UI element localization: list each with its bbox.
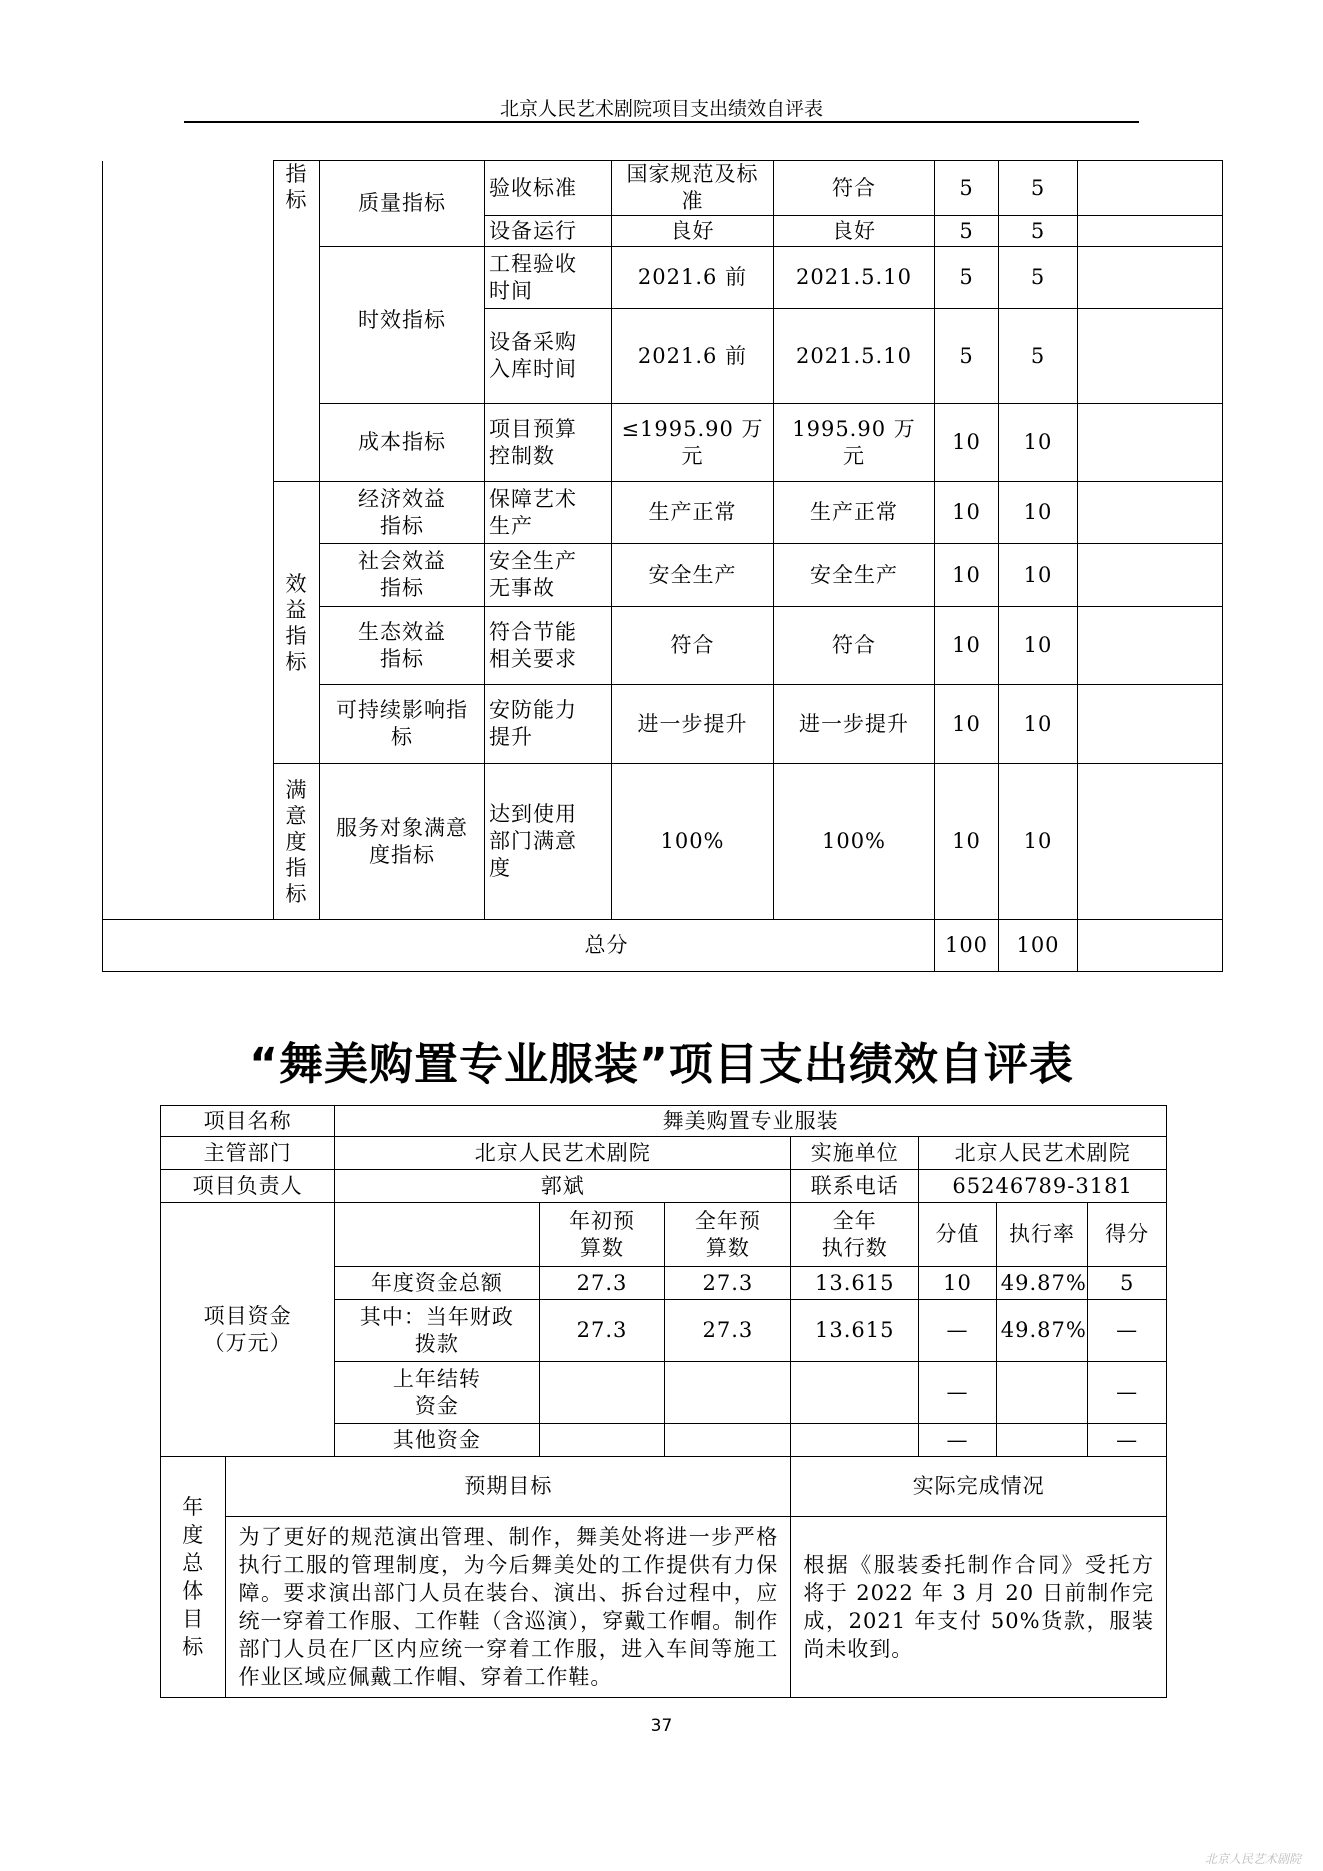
col-initial-header: 年初预 算数 <box>539 1203 665 1267</box>
weight-cell: 5 <box>935 247 999 309</box>
funds-annual: 27.3 <box>665 1267 791 1300</box>
actual-cell: 良好 <box>774 216 935 247</box>
l2-cell: 社会效益 指标 <box>320 544 485 607</box>
project-name-label: 项目名称 <box>161 1106 335 1137</box>
weight-cell: 10 <box>935 685 999 764</box>
l3-cell: 设备运行 <box>485 216 612 247</box>
weight-cell: 10 <box>935 482 999 544</box>
funds-weight: — <box>919 1424 997 1457</box>
watermark-logo <box>1205 1850 1317 1866</box>
target-cell: 安全生产 <box>612 544 774 607</box>
target-cell: 100% <box>612 764 774 920</box>
section-title: “舞美购置专业服装”项目支出绩效自评表 <box>249 1039 1074 1090</box>
score-cell: 5 <box>999 216 1078 247</box>
actual-cell: 符合 <box>774 161 935 216</box>
category-cell: 指 标 <box>274 161 320 482</box>
impl-value: 北京人民艺术剧院 <box>919 1137 1167 1170</box>
phone-value: 65246789-3181 <box>919 1170 1167 1203</box>
funds-annual <box>665 1362 791 1424</box>
funds-rate <box>996 1362 1088 1424</box>
col-score-header: 得分 <box>1088 1203 1167 1267</box>
weight-cell: 10 <box>935 544 999 607</box>
score-cell: 10 <box>999 544 1078 607</box>
funds-weight: — <box>919 1362 997 1424</box>
l3-cell: 设备采购 入库时间 <box>485 309 612 404</box>
page-header-title: 北京人民艺术剧院项目支出绩效自评表 <box>499 98 823 120</box>
actual-cell: 进一步提升 <box>774 685 935 764</box>
dept-label: 主管部门 <box>161 1137 335 1170</box>
leader-value: 郭斌 <box>335 1170 791 1203</box>
table-row <box>161 1203 1167 1267</box>
expected-text: 为了更好的规范演出管理、制作，舞美处将进一步严格执行工服的管理制度，为今后舞美处的工作提供有力保障。要求演出部门人员在装台、演出、拆台过程中，应统一穿着工作服、工作鞋（含巡演），穿戴工作帽。制作部门人员在厂区内应统一穿着工作服，进入车间等施工作业区域应佩戴工作帽、穿着工作鞋。 <box>226 1517 791 1698</box>
note-cell <box>1078 216 1223 247</box>
col-rate-header: 执行率 <box>996 1203 1088 1267</box>
funds-label: 项目资金 （万元） <box>161 1203 335 1457</box>
funds-initial: 27.3 <box>539 1300 665 1362</box>
score-cell: 5 <box>999 247 1078 309</box>
weight-cell: 5 <box>935 309 999 404</box>
target-cell: 进一步提升 <box>612 685 774 764</box>
funds-initial <box>539 1424 665 1457</box>
col-exec-header: 全年 执行数 <box>791 1203 919 1267</box>
l2-cell: 经济效益 指标 <box>320 482 485 544</box>
blank-cell <box>335 1203 539 1267</box>
total-weight: 100 <box>935 920 999 972</box>
l2-cell: 可持续影响指 标 <box>320 685 485 764</box>
funds-weight: 10 <box>919 1267 997 1300</box>
leader-label: 项目负责人 <box>161 1170 335 1203</box>
l3-cell: 符合节能 相关要求 <box>485 607 612 685</box>
funds-score: — <box>1088 1424 1167 1457</box>
funds-exec: 13.615 <box>791 1267 919 1300</box>
actual-cell: 安全生产 <box>774 544 935 607</box>
l3-cell: 验收标准 <box>485 161 612 216</box>
funds-score: — <box>1088 1300 1167 1362</box>
l2-cell: 时效指标 <box>320 247 485 404</box>
funds-row-label: 其他资金 <box>335 1424 539 1457</box>
l2-cell: 质量指标 <box>320 161 485 247</box>
target-cell: 2021.6 前 <box>612 247 774 309</box>
funds-score: — <box>1088 1362 1167 1424</box>
actual-cell: 2021.5.10 <box>774 247 935 309</box>
category-cell: 效 益 指 标 <box>274 482 320 764</box>
category-cell: 满 意 度 指 标 <box>274 764 320 920</box>
funds-weight: — <box>919 1300 997 1362</box>
funds-initial: 27.3 <box>539 1267 665 1300</box>
table-row <box>161 1517 1167 1698</box>
l2-cell: 生态效益 指标 <box>320 607 485 685</box>
weight-cell: 5 <box>935 161 999 216</box>
col-annual-header: 全年预 算数 <box>665 1203 791 1267</box>
expected-header: 预期目标 <box>226 1457 791 1517</box>
note-cell <box>1078 404 1223 482</box>
funds-rate: 49.87% <box>996 1300 1088 1362</box>
score-cell: 10 <box>999 764 1078 920</box>
table-row <box>103 161 1223 216</box>
weight-cell: 10 <box>935 404 999 482</box>
total-score: 100 <box>999 920 1078 972</box>
l2-cell: 服务对象满意 度指标 <box>320 764 485 920</box>
score-cell: 10 <box>999 482 1078 544</box>
funds-exec <box>791 1424 919 1457</box>
table-row <box>161 1137 1167 1170</box>
l3-cell: 达到使用 部门满意 度 <box>485 764 612 920</box>
header-divider <box>184 121 1139 123</box>
page-number: 37 <box>650 1716 673 1736</box>
target-cell: 良好 <box>612 216 774 247</box>
total-label: 总分 <box>103 920 935 972</box>
blank-cell <box>103 161 274 920</box>
note-cell <box>1078 247 1223 309</box>
target-cell: ≤1995.90 万 元 <box>612 404 774 482</box>
funds-score: 5 <box>1088 1267 1167 1300</box>
funds-annual <box>665 1424 791 1457</box>
total-row <box>103 920 1223 972</box>
table-row <box>161 1106 1167 1137</box>
funds-exec <box>791 1362 919 1424</box>
weight-cell: 5 <box>935 216 999 247</box>
actual-cell: 符合 <box>774 607 935 685</box>
note-cell <box>1078 161 1223 216</box>
funds-annual: 27.3 <box>665 1300 791 1362</box>
indicators-table <box>102 160 1223 972</box>
goal-label: 年 度 总 体 目 标 <box>161 1457 226 1698</box>
weight-cell: 10 <box>935 764 999 920</box>
funds-initial <box>539 1362 665 1424</box>
note-cell <box>1078 764 1223 920</box>
l3-cell: 安全生产 无事故 <box>485 544 612 607</box>
funds-exec: 13.615 <box>791 1300 919 1362</box>
target-cell: 生产正常 <box>612 482 774 544</box>
weight-cell: 10 <box>935 607 999 685</box>
l3-cell: 保障艺术 生产 <box>485 482 612 544</box>
score-cell: 5 <box>999 161 1078 216</box>
l3-cell: 项目预算 控制数 <box>485 404 612 482</box>
funds-rate: 49.87% <box>996 1267 1088 1300</box>
actual-cell: 1995.90 万 元 <box>774 404 935 482</box>
actual-cell: 100% <box>774 764 935 920</box>
actual-header: 实际完成情况 <box>791 1457 1167 1517</box>
funds-row-label: 年度资金总额 <box>335 1267 539 1300</box>
svg-text:北京人民艺术剧院: 北京人民艺术剧院 <box>1205 1852 1302 1866</box>
dept-value: 北京人民艺术剧院 <box>335 1137 791 1170</box>
note-cell <box>1078 544 1223 607</box>
funds-row-label: 上年结转 资金 <box>335 1362 539 1424</box>
note-cell <box>1078 920 1223 972</box>
table-row <box>161 1170 1167 1203</box>
actual-cell: 生产正常 <box>774 482 935 544</box>
l3-cell: 工程验收 时间 <box>485 247 612 309</box>
note-cell <box>1078 309 1223 404</box>
actual-text: 根据《服装委托制作合同》受托方将于 2022 年 3 月 20 日前制作完成，2021 年支付 50%货款，服装尚未收到。 <box>791 1517 1167 1698</box>
self-evaluation-table <box>160 1105 1167 1698</box>
target-cell: 符合 <box>612 607 774 685</box>
project-name-value: 舞美购置专业服装 <box>335 1106 1167 1137</box>
impl-label: 实施单位 <box>791 1137 919 1170</box>
l2-cell: 成本指标 <box>320 404 485 482</box>
funds-rate <box>996 1424 1088 1457</box>
note-cell <box>1078 607 1223 685</box>
target-cell: 2021.6 前 <box>612 309 774 404</box>
score-cell: 10 <box>999 607 1078 685</box>
table-row <box>161 1457 1167 1517</box>
target-cell: 国家规范及标 准 <box>612 161 774 216</box>
col-weight-header: 分值 <box>919 1203 997 1267</box>
score-cell: 10 <box>999 404 1078 482</box>
score-cell: 10 <box>999 685 1078 764</box>
actual-cell: 2021.5.10 <box>774 309 935 404</box>
funds-row-label: 其中：当年财政 拨款 <box>335 1300 539 1362</box>
phone-label: 联系电话 <box>791 1170 919 1203</box>
l3-cell: 安防能力 提升 <box>485 685 612 764</box>
score-cell: 5 <box>999 309 1078 404</box>
note-cell <box>1078 685 1223 764</box>
note-cell <box>1078 482 1223 544</box>
